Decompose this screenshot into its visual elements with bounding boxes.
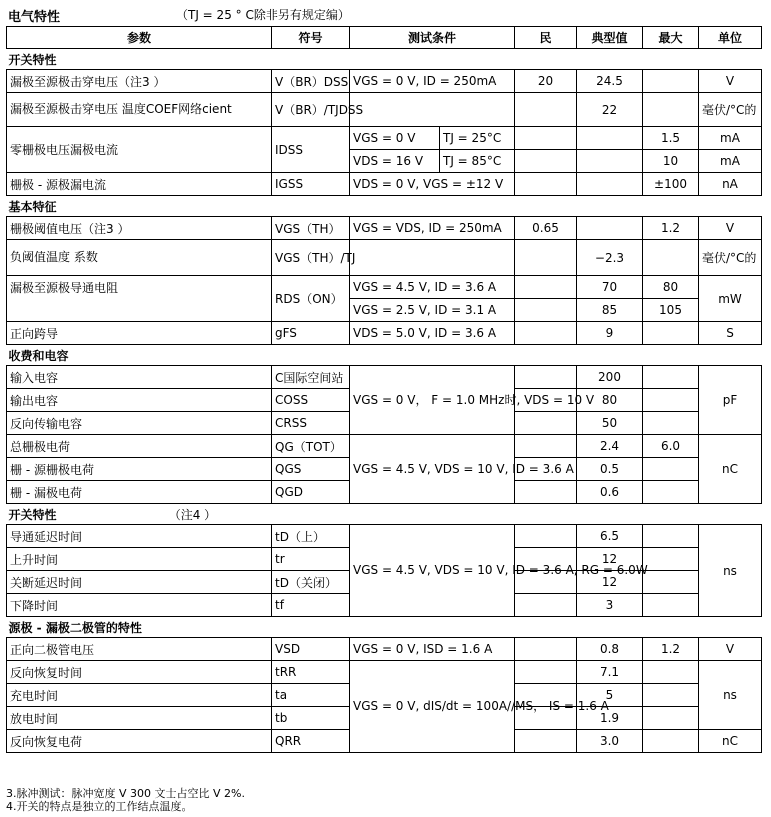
table-row: 栅极 - 源极漏电流 IGSS VDS = 0 V, VGS = ±12 V ±100 nA	[7, 173, 762, 196]
table-row: 反向恢复电荷 QRR 3.0 nC	[7, 730, 762, 753]
col-cond: 测试条件	[350, 27, 515, 49]
section-title: 源极 - 漏极二极管的特性	[7, 617, 762, 638]
table-title: 电气特性	[8, 10, 61, 25]
table-row: 下降时间 tf 3	[7, 594, 762, 617]
table-row: 充电时间 ta 5	[7, 684, 762, 707]
col-min: 民	[515, 27, 577, 49]
table-row: 总栅极电荷 QG（TOT） VGS = 4.5 V, VDS = 10 V, ID = 3.6 A 2.4 6.0 nC	[7, 435, 762, 458]
footnotes	[6, 787, 245, 813]
section-title: 基本特征	[7, 196, 762, 217]
table-row: 零栅极电压漏极电流 IDSS VGS = 0 V TJ = 25°C 1.5 mA	[7, 127, 762, 150]
table-row: VDS = 16 V TJ = 85°C 10 mA	[7, 150, 762, 173]
table-row: 负阈值温度 系数 VGS（TH）/TJ −2.3 毫伏/°C的	[7, 240, 762, 276]
table-row: 漏极至源极导通电阻 RDS（ON） VGS = 4.5 V, ID = 3.6 A 70 80 mW	[7, 276, 762, 299]
table-row: 栅 - 源栅极电荷 QGS 0.5	[7, 458, 762, 481]
table-row: 反向恢复时间 tRR VGS = 0 V, dIS/dt = 100A//MS， IS = 1.6 A 7.1 ns	[7, 661, 762, 684]
section-title: 开关特性	[7, 49, 762, 70]
electrical-characteristics-table	[6, 26, 762, 753]
section-title: 收费和电容	[7, 345, 762, 366]
table-condition: （TJ = 25 ° C除非另有规定编）	[176, 8, 350, 22]
table-row: 栅 - 漏极电荷 QGD 0.6	[7, 481, 762, 504]
table-row: VGS = 2.5 V, ID = 3.1 A 85 105	[7, 299, 762, 322]
col-symbol: 符号	[272, 27, 350, 49]
col-param: 参数	[7, 27, 272, 49]
table-row: 反向传输电容 CRSS 50	[7, 412, 762, 435]
section-title: 开关特性 （注4 ）	[7, 504, 762, 525]
footnote-3: 3.脉冲测试：脉冲宽度 V 300 文士占空比 V 2%.	[6, 787, 245, 800]
table-row: 栅极阈值电压（注3 ） VGS（TH） VGS = VDS, ID = 250mA 0.65 1.2 V	[7, 217, 762, 240]
col-max: 最大	[643, 27, 699, 49]
col-typ: 典型值	[577, 27, 643, 49]
footnote-4: 4.开关的特点是独立的工作结点温度。	[6, 800, 193, 813]
table-row: 上升时间 tr 12	[7, 548, 762, 571]
table-row: 输出电容 COSS 80	[7, 389, 762, 412]
table-row: 漏极至源极击穿电压（注3 ） V（BR）DSS VGS = 0 V, ID = 250mA 20 24.5 V	[7, 70, 762, 93]
table-row: 正向二极管电压 VSD VGS = 0 V, ISD = 1.6 A 0.8 1.2 V	[7, 638, 762, 661]
table-row: 放电时间 tb 1.9	[7, 707, 762, 730]
table-row: 正向跨导 gFS VDS = 5.0 V, ID = 3.6 A 9 S	[7, 322, 762, 345]
table-row: 导通延迟时间 tD（上） VGS = 4.5 V, VDS = 10 V, ID = 3.6 A, RG = 6.0W 6.5 ns	[7, 525, 762, 548]
table-row: 漏极至源极击穿电压 温度COEF网络cient V（BR）/TJDSS 22 毫伏/°C的	[7, 93, 762, 127]
table-row: 关断延迟时间 tD（关闭） 12	[7, 571, 762, 594]
col-unit: 单位	[699, 27, 762, 49]
header-row	[7, 27, 762, 49]
table-row: 输入电容 C国际空间站 VGS = 0 V， F = 1.0 MHz时, VDS = 10 V 200 pF	[7, 366, 762, 389]
